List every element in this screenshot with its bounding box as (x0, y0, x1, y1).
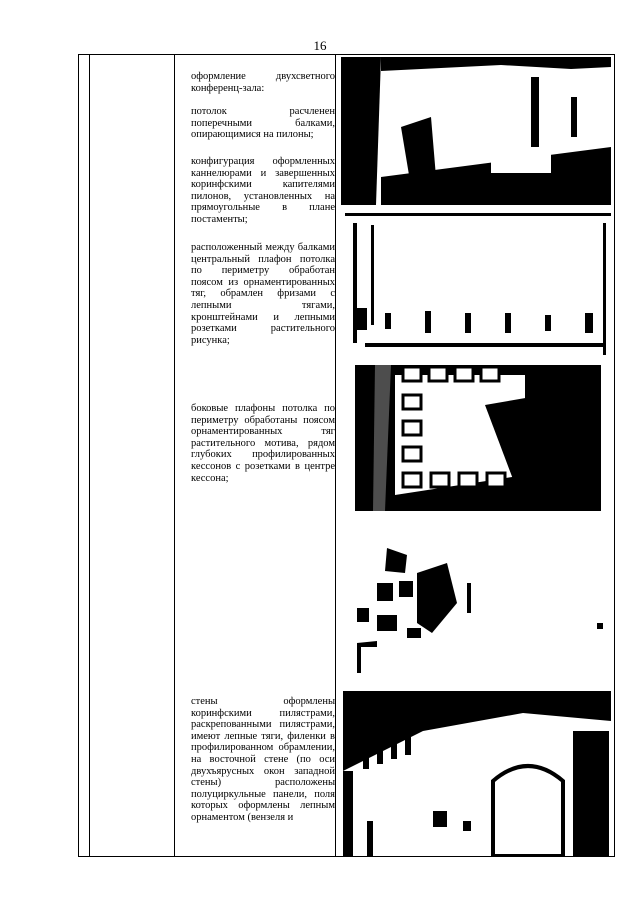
page-number: 16 (313, 38, 327, 53)
column-divider (174, 55, 175, 856)
photo-caisson-detail (347, 543, 607, 678)
column-divider (335, 55, 336, 856)
column-divider (89, 55, 90, 856)
photo-central-plafond (345, 213, 611, 355)
text-side-plafonds: боковые плафоны потолка по периметру обработаны поясом орнаментированных тяг растительного мотива, рядом глубоких профилированных кессонов с розетками в центре кессона; (191, 403, 335, 484)
content-table (78, 54, 615, 857)
text-walls: стены оформлены коринфскими пилястрами, раскрепованными пилястрами, имеют лепные тяги, филенки в профилированном обрамлении, на восточной стене (по оси двухъярусных окон западной стены) расположены полуциркульные панели, поля которых оформлены лепным орнаментом (вензеля и (191, 696, 335, 823)
photo-caissons (355, 365, 601, 511)
text-conference-hall: оформление двухсветного конференц-зала: (191, 71, 335, 94)
photo-ceiling-beams (341, 57, 611, 205)
text-central-plafond: расположенный между балками центральный плафон потолка по периметру обработан поясом из орнаментированных тяг, обрамлен фризами с лепными тягами, кронштейнами и лепными розетками растительного рисунка; (191, 242, 335, 346)
text-ceiling-beams: потолок расчленен поперечными балками, опирающимися на пилоны; (191, 106, 335, 141)
photo-east-wall (343, 691, 611, 856)
text-pylons: конфигурация оформленных каннелюрами и завершенных коринфскими капителями пилонов, установленных на прямоугольные в плане постаменты; (191, 156, 335, 225)
